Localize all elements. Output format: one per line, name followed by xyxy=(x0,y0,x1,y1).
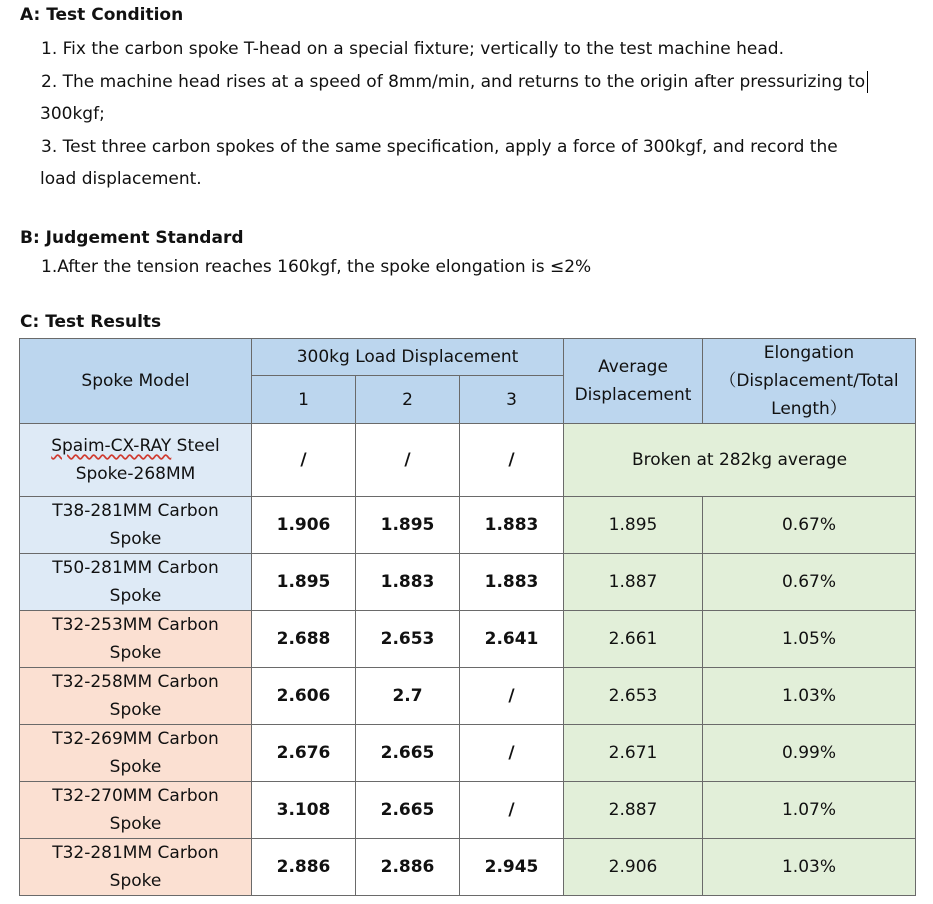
header-average-displacement xyxy=(564,339,703,424)
section-c-title: C: Test Results xyxy=(20,312,162,332)
spoke-model-line1: T38-281MM Carbon xyxy=(52,501,219,521)
spoke-model-line2: Spoke xyxy=(109,643,162,663)
load-value-3: / xyxy=(460,782,564,839)
steel-value-2: / xyxy=(356,424,460,497)
section-a-line2-text: 2. The machine head rises at a speed of 8mm/min, and returns to the origin after pressurizing to xyxy=(41,72,866,92)
section-b-line1: 1.After the tension reaches 160kgf, the spoke elongation is ≤2% xyxy=(41,257,592,277)
table-row xyxy=(20,839,916,896)
elongation: 0.67% xyxy=(703,554,916,611)
header-elongation-line2: （Displacement/Total xyxy=(719,371,899,391)
elongation: 0.99% xyxy=(703,725,916,782)
load-value-2: 2.653 xyxy=(356,611,460,668)
load-value-2: 1.895 xyxy=(356,497,460,554)
average-displacement: 2.661 xyxy=(564,611,703,668)
section-b-title: B: Judgement Standard xyxy=(20,228,244,248)
load-value-1: 3.108 xyxy=(252,782,356,839)
table-row xyxy=(20,725,916,782)
load-value-2: 2.7 xyxy=(356,668,460,725)
average-displacement: 2.671 xyxy=(564,725,703,782)
spoke-model-line2: Spoke xyxy=(109,757,162,777)
spoke-model-line2: Spoke xyxy=(109,529,162,549)
load-value-2: 2.886 xyxy=(356,839,460,896)
elongation: 1.07% xyxy=(703,782,916,839)
spoke-model-line1: T32-253MM Carbon xyxy=(52,615,219,635)
spoke-model xyxy=(20,497,252,554)
load-value-3: 1.883 xyxy=(460,497,564,554)
load-value-3: / xyxy=(460,668,564,725)
average-displacement: 1.887 xyxy=(564,554,703,611)
header-test-1: 1 xyxy=(252,376,356,424)
spoke-model-line2: Spoke xyxy=(109,700,162,720)
elongation: 1.05% xyxy=(703,611,916,668)
average-displacement: 2.653 xyxy=(564,668,703,725)
table-row xyxy=(20,611,916,668)
section-a-line1: 1. Fix the carbon spoke T-head on a special fixture; vertically to the test machine head. xyxy=(41,39,784,59)
load-value-1: 1.895 xyxy=(252,554,356,611)
load-value-2: 1.883 xyxy=(356,554,460,611)
header-row-1 xyxy=(20,339,916,376)
spoke-model xyxy=(20,611,252,668)
table-row xyxy=(20,668,916,725)
load-value-1: 1.906 xyxy=(252,497,356,554)
spoke-model-line2: Spoke xyxy=(109,871,162,891)
header-test-3: 3 xyxy=(460,376,564,424)
steel-model-line2: Spoke-268MM xyxy=(75,464,196,484)
table-row xyxy=(20,782,916,839)
steel-broken-note: Broken at 282kg average xyxy=(564,424,916,497)
section-a-line3: 3. Test three carbon spokes of the same specification, apply a force of 300kgf, and record the xyxy=(41,137,838,157)
spoke-model-line1: T32-270MM Carbon xyxy=(52,786,219,806)
section-a-line2 xyxy=(41,66,868,98)
load-value-3: 2.641 xyxy=(460,611,564,668)
results-table xyxy=(19,338,916,896)
spoke-model xyxy=(20,668,252,725)
average-displacement: 2.906 xyxy=(564,839,703,896)
section-a-line2-cont: 300kgf; xyxy=(40,104,105,124)
section-a-line3-cont: load displacement. xyxy=(40,169,202,189)
header-test-2: 2 xyxy=(356,376,460,424)
spoke-model xyxy=(20,839,252,896)
spoke-model-line1: T32-258MM Carbon xyxy=(52,672,219,692)
steel-model-line1 xyxy=(24,432,247,460)
spoke-model xyxy=(20,554,252,611)
header-average-line1: Average xyxy=(598,357,668,377)
section-a-title: A: Test Condition xyxy=(20,5,184,25)
text-cursor xyxy=(867,71,868,93)
load-value-2: 2.665 xyxy=(356,782,460,839)
elongation: 1.03% xyxy=(703,668,916,725)
header-load-displacement: 300kg Load Displacement xyxy=(252,339,564,376)
spoke-model xyxy=(20,782,252,839)
table-row xyxy=(20,497,916,554)
elongation: 1.03% xyxy=(703,839,916,896)
elongation: 0.67% xyxy=(703,497,916,554)
steel-value-1: / xyxy=(252,424,356,497)
steel-value-3: / xyxy=(460,424,564,497)
load-value-3: 1.883 xyxy=(460,554,564,611)
header-elongation xyxy=(703,339,916,424)
header-average-line2: Displacement xyxy=(574,385,692,405)
header-spoke-model: Spoke Model xyxy=(20,339,252,424)
steel-model-rest: Steel xyxy=(171,436,220,456)
load-value-1: 2.606 xyxy=(252,668,356,725)
spoke-model-line2: Spoke xyxy=(109,586,162,606)
steel-spoke-model xyxy=(20,424,252,497)
spoke-model-line1: T50-281MM Carbon xyxy=(52,558,219,578)
load-value-3: 2.945 xyxy=(460,839,564,896)
spoke-model-line1: T32-281MM Carbon xyxy=(52,843,219,863)
load-value-1: 2.688 xyxy=(252,611,356,668)
load-value-1: 2.676 xyxy=(252,725,356,782)
load-value-2: 2.665 xyxy=(356,725,460,782)
header-elongation-line3: Length） xyxy=(771,399,847,419)
spoke-model-line1: T32-269MM Carbon xyxy=(52,729,219,749)
load-value-1: 2.886 xyxy=(252,839,356,896)
spoke-model xyxy=(20,725,252,782)
load-value-3: / xyxy=(460,725,564,782)
steel-model-brand: Spaim-CX-RAY xyxy=(51,436,172,456)
header-elongation-line1: Elongation xyxy=(763,343,855,363)
spoke-model-line2: Spoke xyxy=(109,814,162,834)
table-row-steel xyxy=(20,424,916,497)
average-displacement: 2.887 xyxy=(564,782,703,839)
average-displacement: 1.895 xyxy=(564,497,703,554)
table-row xyxy=(20,554,916,611)
